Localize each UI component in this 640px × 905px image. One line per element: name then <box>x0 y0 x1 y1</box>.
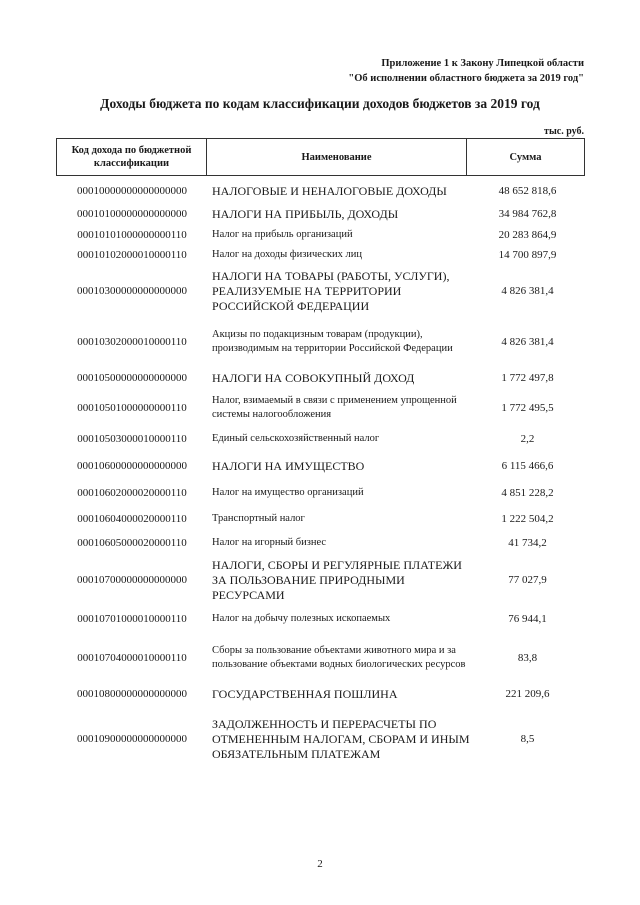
row-sum: 76 944,1 <box>508 613 547 625</box>
row-code: 00010605000020000110 <box>77 537 187 549</box>
row-name: Налог на игорный бизнес <box>212 537 327 548</box>
row-name: НАЛОГИ НА ТОВАРЫ (РАБОТЫ, УСЛУГИ), РЕАЛИЗУЕМЫЕ НА ТЕРРИТОРИИ РОССИЙСКОЙ ФЕДЕРАЦИИ <box>212 268 450 313</box>
row-code: 00010302000010000110 <box>77 336 187 348</box>
row-code: 00010700000000000000 <box>77 574 187 586</box>
row-code: 00010100000000000000 <box>77 208 187 220</box>
table-row <box>56 430 585 448</box>
row-sum: 83,8 <box>517 652 538 664</box>
row-name: НАЛОГИ НА СОВОКУПНЫЙ ДОХОД <box>212 370 415 385</box>
table-row <box>56 181 585 201</box>
table-row <box>56 534 585 552</box>
row-name: НАЛОГИ, СБОРЫ И РЕГУЛЯРНЫЕ ПЛАТЕЖИ ЗА ПОЛЬЗОВАНИЕ ПРИРОДНЫМИ РЕСУРСАМИ <box>212 557 462 602</box>
table-row <box>56 246 585 264</box>
row-sum: 1 772 497,8 <box>501 372 554 384</box>
table-row <box>56 368 585 388</box>
row-name: Налог на прибыль организаций <box>212 229 353 240</box>
row-code: 00010500000000000000 <box>77 372 187 384</box>
row-sum: 34 984 762,8 <box>498 208 557 220</box>
header-code: Код дохода по бюджетной классификации <box>57 139 207 175</box>
row-code: 00010602000020000110 <box>77 487 187 499</box>
row-sum: 48 652 818,6 <box>498 185 557 197</box>
row-code: 00010000000000000000 <box>77 185 187 197</box>
table-row <box>56 636 585 680</box>
table-row <box>56 320 585 364</box>
row-sum: 4 826 381,4 <box>501 285 554 297</box>
row-sum: 41 734,2 <box>508 537 547 549</box>
appendix-line-1: Приложение 1 к Закону Липецкой области <box>381 58 584 69</box>
row-code: 00010704000010000110 <box>77 652 187 664</box>
row-name: Транспортный налог <box>212 513 305 524</box>
header-sum: Сумма <box>509 151 542 163</box>
row-code: 00010701000010000110 <box>77 613 187 625</box>
document-title: Доходы бюджета по кодам классификации доходов бюджетов за 2019 год <box>100 96 540 111</box>
row-name: Акцизы по подакцизным товарам (продукции), производимым на территории Российской Федерации <box>212 329 453 354</box>
table-row <box>56 484 585 502</box>
row-sum: 20 283 864,9 <box>498 229 557 241</box>
row-sum: 14 700 897,9 <box>498 249 557 261</box>
table-header <box>56 138 585 176</box>
row-sum: 2,2 <box>520 433 535 445</box>
table-row <box>56 393 585 423</box>
row-sum: 4 851 228,2 <box>501 487 554 499</box>
table-row <box>56 684 585 704</box>
row-name: НАЛОГОВЫЕ И НЕНАЛОГОВЫЕ ДОХОДЫ <box>212 183 447 198</box>
row-name: Налог на добычу полезных ископаемых <box>212 613 391 624</box>
table-row <box>56 716 585 762</box>
appendix-line-2: "Об исполнении областного бюджета за 2019 год" <box>348 73 584 84</box>
row-code: 00010102000010000110 <box>77 249 187 261</box>
row-name: НАЛОГИ НА ПРИБЫЛЬ, ДОХОДЫ <box>212 206 399 221</box>
row-name: ЗАДОЛЖЕННОСТЬ И ПЕРЕРАСЧЕТЫ ПО ОТМЕНЕННЫМ НАЛОГАМ, СБОРАМ И ИНЫМ ОБЯЗАТЕЛЬНЫМ ПЛАТЕЖАМ <box>212 716 470 761</box>
row-sum: 6 115 466,6 <box>501 460 554 472</box>
row-name: Налог на доходы физических лиц <box>212 249 362 260</box>
row-name: НАЛОГИ НА ИМУЩЕСТВО <box>212 458 365 473</box>
page-number: 2 <box>317 858 323 870</box>
row-sum: 1 222 504,2 <box>501 513 554 525</box>
row-code: 00010900000000000000 <box>77 733 187 745</box>
row-code: 00010800000000000000 <box>77 688 187 700</box>
table-row <box>56 204 585 224</box>
units-label: тыс. руб. <box>544 126 584 137</box>
row-name: Налог, взимаемый в связи с применением упрощенной системы налогообложения <box>212 395 457 420</box>
row-sum: 1 772 495,5 <box>501 402 554 414</box>
table-row <box>56 610 585 628</box>
row-name: Единый сельскохозяйственный налог <box>212 433 380 444</box>
table-row <box>56 557 585 603</box>
header-name: Наименование <box>207 139 467 175</box>
row-sum: 4 826 381,4 <box>501 336 554 348</box>
row-name: ГОСУДАРСТВЕННАЯ ПОШЛИНА <box>212 686 398 701</box>
row-name: Налог на имущество организаций <box>212 487 364 498</box>
table-row <box>56 510 585 528</box>
row-code: 00010600000000000000 <box>77 460 187 472</box>
row-code: 00010101000000000110 <box>77 229 187 241</box>
table-row <box>56 456 585 476</box>
row-code: 00010300000000000000 <box>77 285 187 297</box>
row-sum: 77 027,9 <box>508 574 547 586</box>
row-code: 00010501000000000110 <box>77 402 187 414</box>
row-code: 00010503000010000110 <box>77 433 187 445</box>
table-row <box>56 268 585 314</box>
row-name: Сборы за пользование объектами животного мира и за пользование объектами водных биологических ресурсов <box>212 645 466 670</box>
row-sum: 221 209,6 <box>505 688 550 700</box>
row-sum: 8,5 <box>520 733 535 745</box>
table-row <box>56 226 585 244</box>
row-code: 00010604000020000110 <box>77 513 187 525</box>
appendix-note <box>348 56 584 86</box>
